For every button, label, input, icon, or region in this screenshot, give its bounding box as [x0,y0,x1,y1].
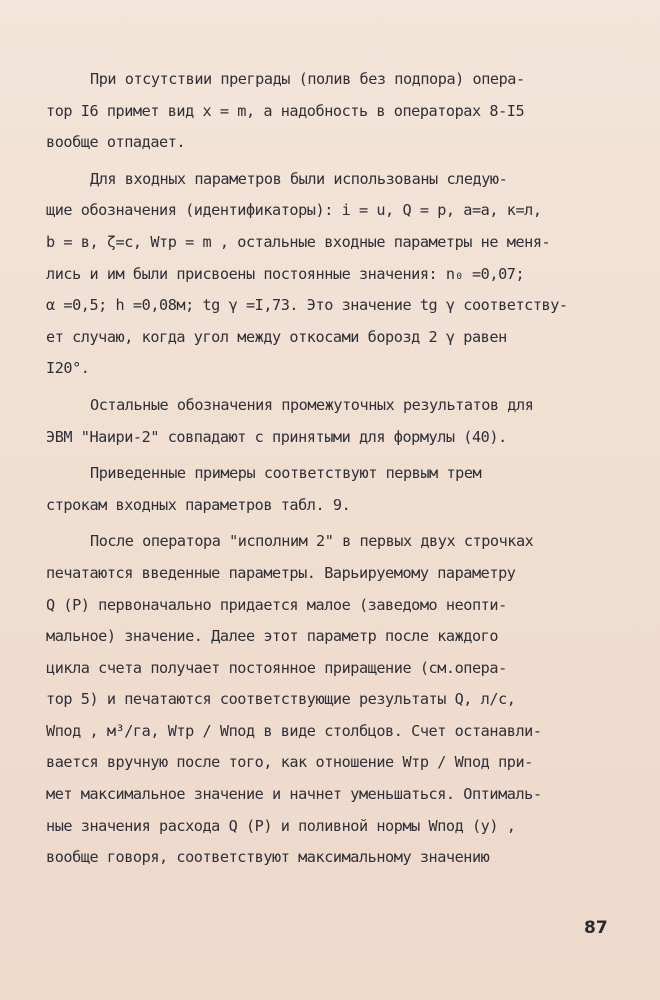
text-line: ные значения расхода Q (P) и поливной нормы Wпод (y) , [46,816,516,835]
paragraph-5 [46,526,616,874]
text-line: I20°. [46,359,90,378]
text-line: Остальные обозначения промежуточных результатов для [90,395,534,414]
text-line: Q (P) первоначально придается малое (заведомо неопти- [46,595,507,614]
text-line: Wпод , м³/га, Wтр / Wпод в виде столбцов. Счет останавли- [46,721,542,740]
text-line: ЭВМ "Наири-2" совпадают с принятыми для формулы (40). [46,427,507,446]
paragraph-3 [46,390,616,453]
text-line: цикла счета получает постоянное приращение (см.опера- [46,658,507,677]
text-line: щие обозначения (идентификаторы): i = u, Q = p, a=a, к=л, [46,201,542,220]
paragraph-1 [46,64,616,159]
page-number: 87 [584,918,608,938]
text-line: строкам входных параметров табл. 9. [46,495,351,514]
text-line: вообще отпадает. [46,133,186,152]
text-line: вообще говоря, соответствуют максимальному значению [46,848,490,867]
text-line: печатаются введенные параметры. Варьируемому параметру [46,563,516,582]
text-line: тор 5) и печатаются соответствующие результаты Q, л/с, [46,690,516,709]
text-line: мальное) значение. Далее этот параметр после каждого [46,627,499,646]
text-line: Приведенные примеры соответствуют первым трем [90,464,482,483]
paragraph-4 [46,458,616,521]
text-line: мет максимальное значение и начнет уменьшаться. Оптималь- [46,785,542,804]
text-line: тор I6 примет вид x = m, а надобность в операторах 8-I5 [46,101,525,120]
text-line: При отсутствии преграды (полив без подпора) опера- [90,70,525,88]
text-line: Для входных параметров были использованы следую- [90,169,508,188]
paragraph-2 [46,164,616,385]
text-line: ет случаю, когда угол между откосами борозд 2 γ равен [46,327,507,346]
text-line: вается вручную после того, как отношение Wтр / Wпод при- [46,753,533,772]
text-line: лись и им были присвоены постоянные значения: n₀ =0,07; [46,264,525,283]
body-text [46,64,616,879]
text-line: После оператора "исполним 2" в первых двух строчках [90,532,534,551]
text-line: α =0,5; h =0,08м; tg γ =I,73. Это значение tg γ соответству- [46,296,568,315]
text-line: b = в, ζ=c, Wтр = m , остальные входные параметры не меня- [46,232,551,251]
